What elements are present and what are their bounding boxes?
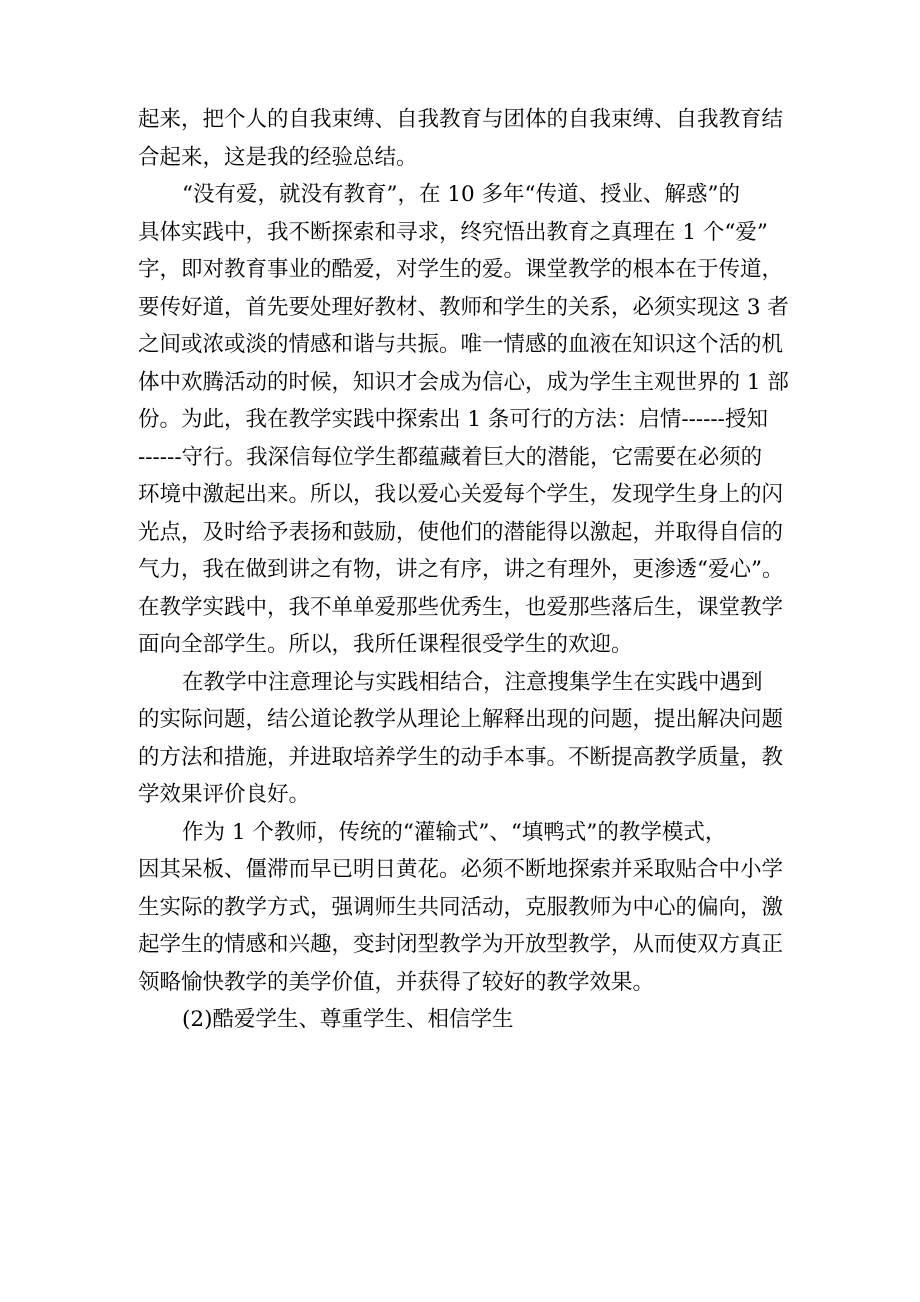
text-line: 要传好道，首先要处理好教材、教师和学生的关系，必须实现这 3 者	[138, 294, 789, 320]
text-line: 面向全部学生。所以，我所任课程很受学生的欢迎。	[138, 632, 633, 657]
text-line: 体中欢腾活动的时候，知识才会成为信心，成为学生主观世界的 1 部	[138, 369, 789, 395]
text-line: 的实际问题，结公道论教学从理论上解释出现的问题，提出解决问题	[138, 707, 784, 732]
text-line: 在教学实践中，我不单单爱那些优秀生，也爱那些落后生，课堂教学	[138, 594, 784, 620]
paragraph-3	[138, 664, 782, 814]
text-line: 环境中激起出来。所以，我以爱心关爱每个学生，发现学生身上的闪	[138, 482, 784, 507]
text-line: 的方法和措施，并进取培养学生的动手本事。不断提高教学质量，教	[138, 744, 784, 770]
text-line: 字，即对教育事业的酷爱，对学生的爱。课堂教学的根本在于传道，	[138, 257, 784, 282]
text-line: 因其呆板、僵滞而早已明日黄花。必须不断地探索并采取贴合中小学	[138, 857, 784, 882]
text-line: 具体实践中，我不断探索和寻求，终究悟出教育之真理在 1 个“爱”	[138, 219, 768, 245]
text-line: 起来，把个人的自我束缚、自我教育与团体的自我束缚、自我教育结	[138, 107, 784, 132]
text-line: 领略愉快教学的美学价值，并获得了较好的教学效果。	[138, 969, 655, 995]
text-line: 合起来，这是我的经验总结。	[138, 144, 418, 170]
text-line: (2)酷爱学生、尊重学生、相信学生	[182, 1007, 514, 1032]
text-line: 光点，及时给予表扬和鼓励，使他们的潜能得以激起，并取得自信的	[138, 519, 784, 545]
paragraph-1	[138, 101, 782, 176]
text-line: ------守行。我深信每位学生都蕴藏着巨大的潜能，它需要在必须的	[138, 444, 763, 470]
text-line: “没有爱，就没有教育”，在 10 多年“传道、授业、解惑”的	[182, 182, 740, 207]
text-line: 之间或浓或淡的情感和谐与共振。唯一情感的血液在知识这个活的机	[138, 332, 784, 357]
paragraph-4	[138, 814, 782, 1002]
text-line: 学效果评价良好。	[138, 782, 311, 807]
text-line: 在教学中注意理论与实践相结合，注意搜集学生在实践中遇到	[182, 669, 763, 695]
document-body	[138, 101, 789, 1039]
text-line: 作为 1 个教师，传统的“灌输式”、“填鸭式”的教学模式，	[182, 819, 727, 845]
text-line: 气力，我在做到讲之有物，讲之有序，讲之有理外，更渗透“爱心”。	[138, 557, 784, 582]
text-line: 份。为此，我在教学实践中探索出 1 条可行的方法：启情------授知	[138, 407, 768, 432]
text-line: 起学生的情感和兴趣，变封闭型教学为开放型教学，从而使双方真正	[138, 932, 784, 957]
paragraph-2	[138, 176, 789, 664]
text-line: 生实际的教学方式，强调师生共同活动，克服教师为中心的偏向，激	[138, 894, 784, 920]
section-heading	[138, 1001, 782, 1039]
